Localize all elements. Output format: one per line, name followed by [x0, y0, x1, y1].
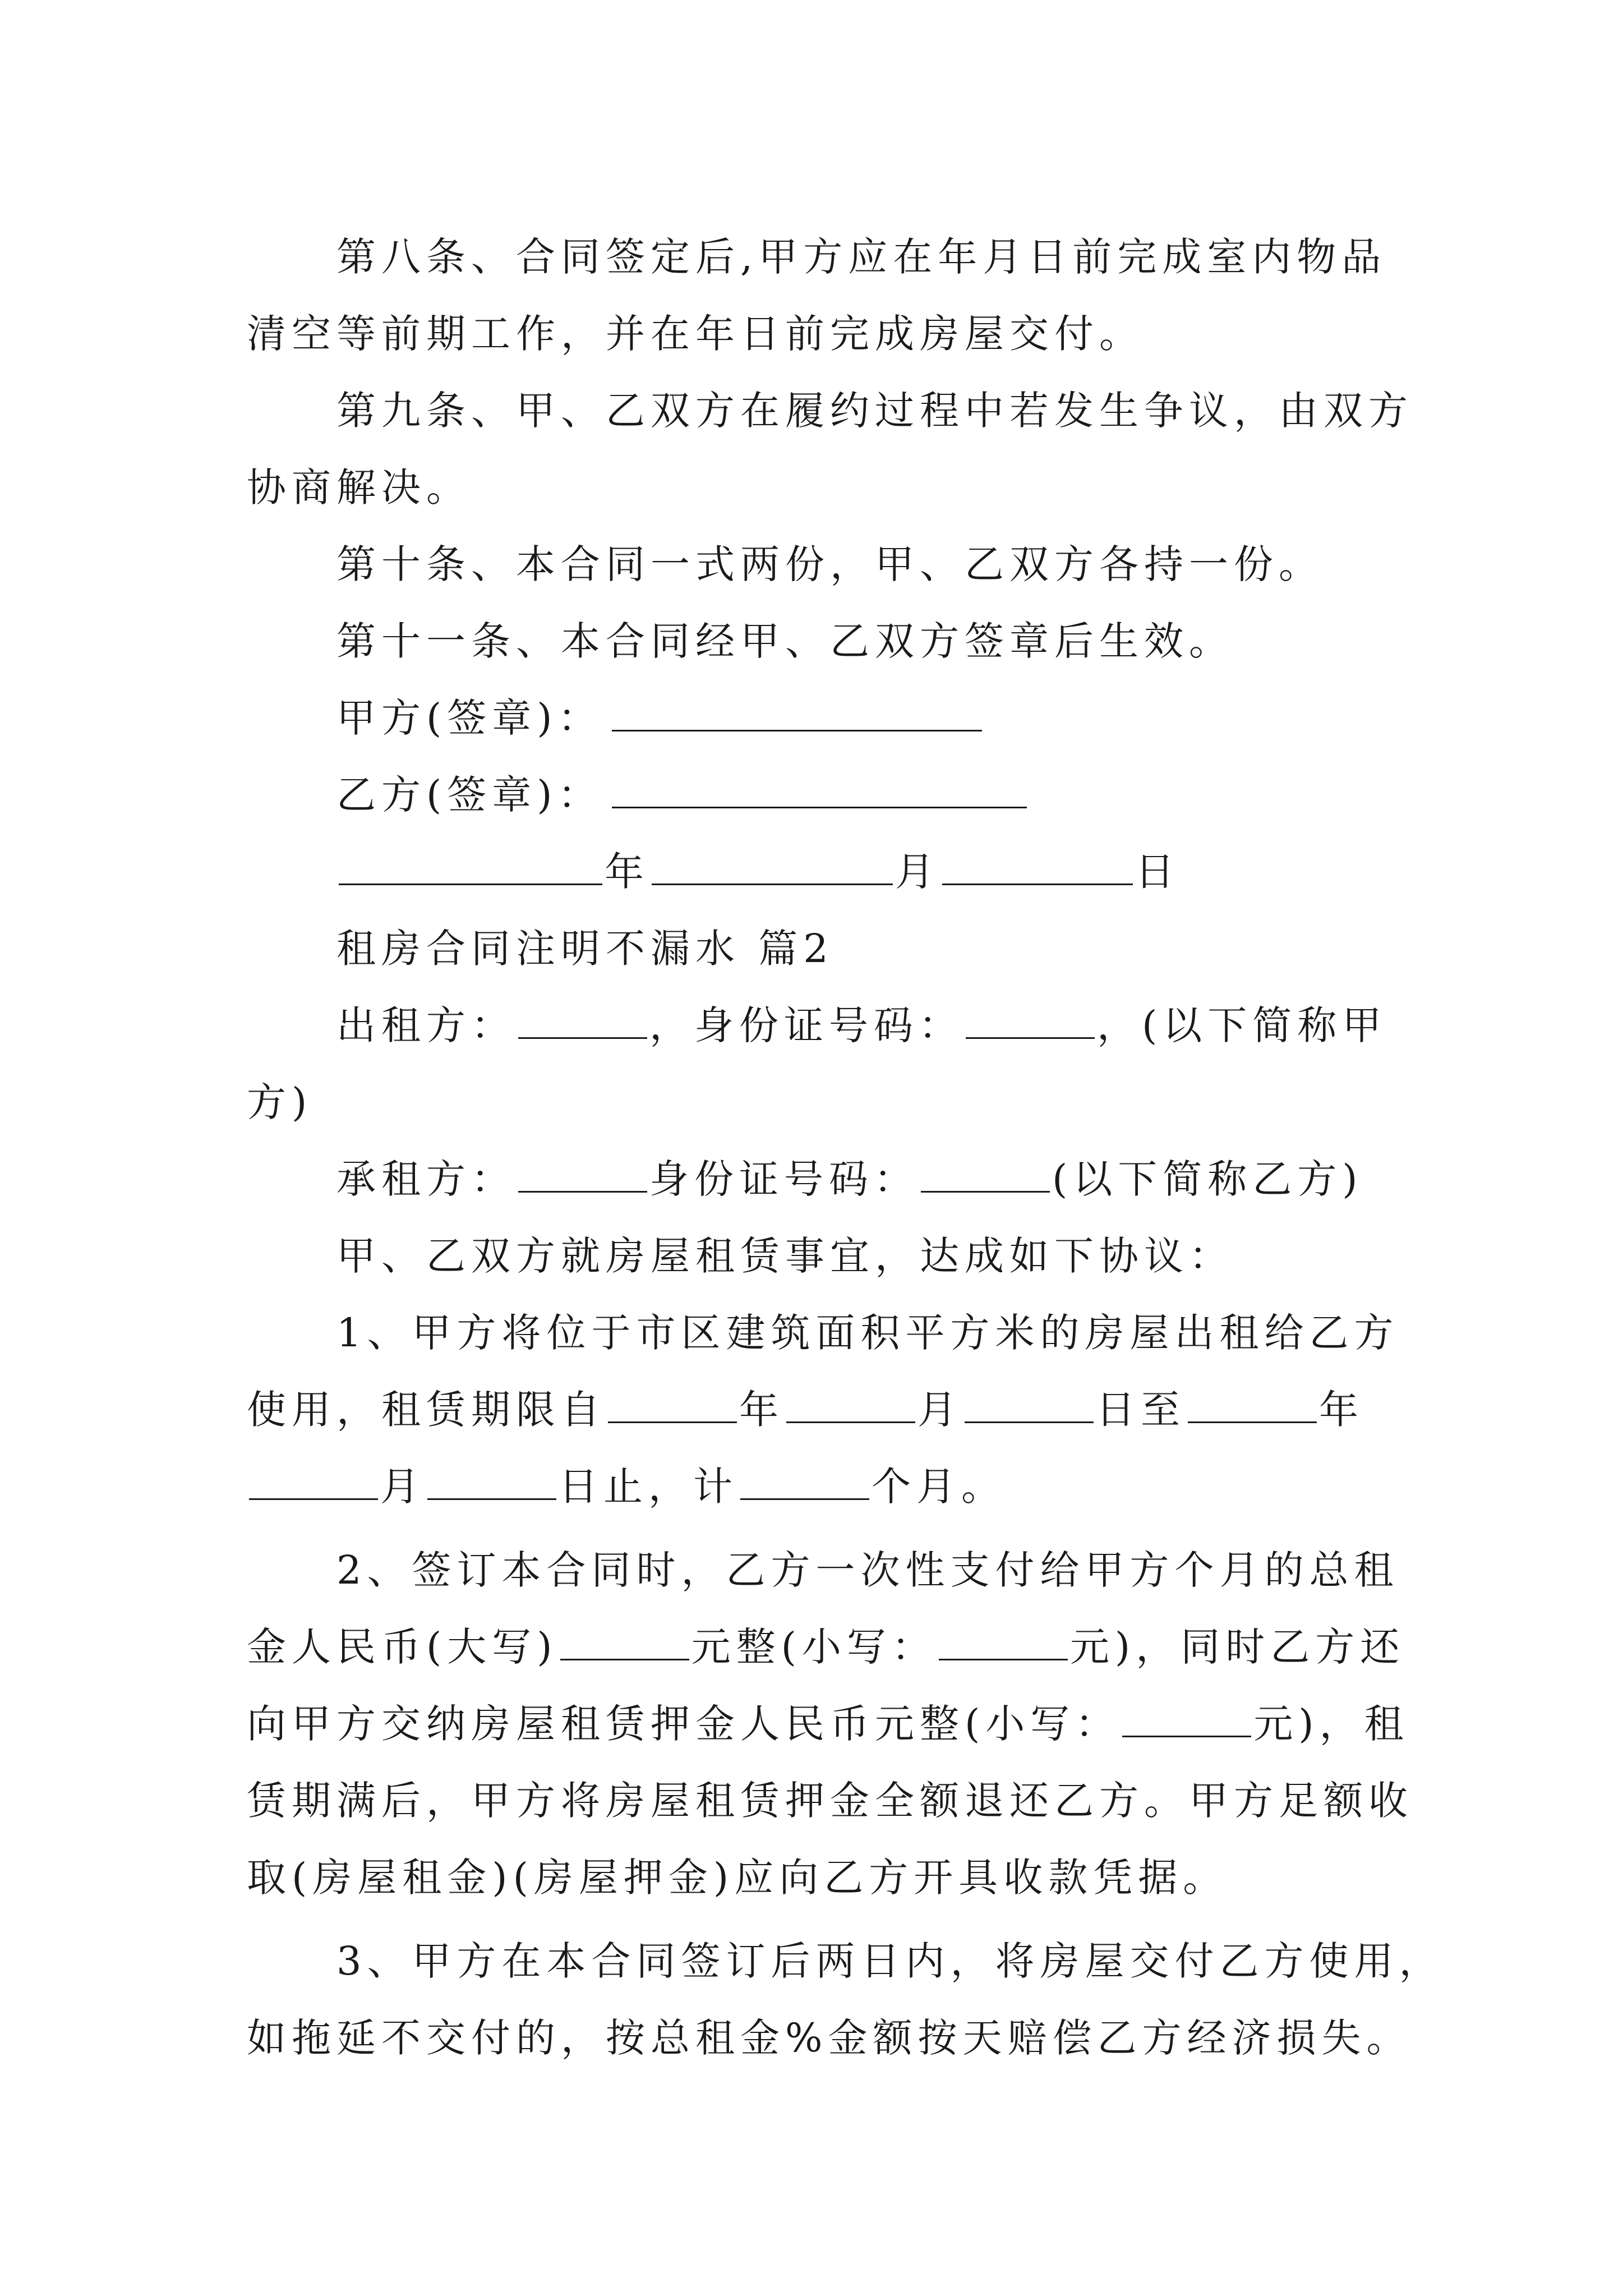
date-year-label: 年	[605, 849, 649, 895]
lease-months-blank	[740, 1461, 869, 1500]
clause-1-text: 年	[739, 1387, 784, 1433]
lessor-name-blank	[518, 1000, 647, 1039]
date-year-blank	[339, 846, 602, 885]
clause-1-text: 使用，租赁期限自	[247, 1387, 606, 1433]
lease-start-day-blank	[965, 1384, 1094, 1423]
clause-2-text: 元)，租	[1253, 1701, 1409, 1747]
clause-1-text: 年	[1319, 1387, 1364, 1433]
clause-2-line-3	[247, 1686, 1409, 1763]
lessee-line	[247, 1141, 1391, 1218]
clause-3-line-1: 3、甲方在本合同签订后两日内，将房屋交付乙方使用，	[336, 1938, 1444, 1984]
date-month-blank	[652, 846, 893, 885]
lessor-id-blank	[966, 1000, 1095, 1039]
clause-1-text: 日至	[1096, 1387, 1186, 1433]
lessor-line	[247, 987, 1391, 1064]
date-day-label: 日	[1135, 849, 1180, 895]
lease-start-year-blank	[608, 1384, 737, 1423]
clause-2-line-1: 2、签订本合同时，乙方一次性支付给甲方个月的总租	[336, 1547, 1399, 1593]
agreement-intro: 甲、乙双方就房屋租赁事宜，达成如下协议：	[336, 1233, 1234, 1279]
clause-1-line-1: 1、甲方将位于市区建筑面积平方米的房屋出租给乙方	[336, 1310, 1399, 1356]
lessee-id-label: 身份证号码：	[649, 1156, 919, 1202]
date-month-label: 月	[895, 849, 940, 895]
section-title: 租房合同注明不漏水 篇2	[336, 926, 834, 972]
party-b-signature-label: 乙方(签章)：	[336, 772, 603, 818]
rent-lowercase-blank	[939, 1622, 1068, 1660]
clause-1-text: 月	[917, 1387, 962, 1433]
lessor-suffix: ，(以下简称甲	[1097, 1002, 1387, 1048]
lease-end-year-blank	[1188, 1384, 1317, 1423]
clause-2-text: 向甲方交纳房屋租赁押金人民币元整(小写：	[247, 1701, 1121, 1747]
article-10: 第十条、本合同一式两份，甲、乙双方各持一份。	[336, 541, 1324, 587]
party-a-signature-line	[247, 680, 1391, 757]
article-8-line-2: 清空等前期工作，并在年日前完成房屋交付。	[247, 311, 1144, 357]
clause-2-line-4: 赁期满后，甲方将房屋租赁押金全额退还乙方。甲方足额收	[247, 1778, 1413, 1824]
clause-2-text: 元整(小写：	[691, 1624, 937, 1670]
party-a-signature-label: 甲方(签章)：	[336, 695, 603, 741]
deposit-lowercase-blank	[1122, 1699, 1251, 1737]
lease-end-day-blank	[427, 1461, 556, 1500]
article-11: 第十一条、本合同经甲、乙双方签章后生效。	[336, 618, 1234, 664]
article-9-line-2: 协商解决。	[247, 464, 471, 510]
clause-2-line-2	[247, 1609, 1405, 1686]
clause-1-text: 日止，计	[559, 1464, 738, 1510]
party-b-signature-blank	[612, 770, 1027, 808]
clause-1-line-3	[247, 1448, 1391, 1525]
signature-date-line	[247, 834, 1391, 910]
clause-1-text: 个月。	[872, 1464, 1006, 1510]
rent-uppercase-blank	[560, 1622, 689, 1660]
lessee-name-blank	[518, 1154, 647, 1193]
document-page	[247, 219, 1444, 2077]
clause-1-text: 月	[380, 1464, 425, 1510]
clause-2-text: 金人民币(大写)	[247, 1624, 558, 1670]
date-day-blank	[942, 846, 1133, 885]
clause-2-text: 元)，同时乙方还	[1069, 1624, 1405, 1670]
article-9-line-1: 第九条、甲、乙双方在履约过程中若发生争议，由双方	[336, 388, 1413, 434]
lessee-label: 承租方：	[336, 1156, 516, 1202]
clause-2-line-5: 取(房屋租金)(房屋押金)应向乙方开具收款凭据。	[247, 1855, 1228, 1901]
lessor-label: 出租方：	[336, 1002, 516, 1048]
clause-3-line-2: 如拖延不交付的，按总租金%金额按天赔偿乙方经济损失。	[247, 2015, 1412, 2061]
lessee-id-blank	[921, 1154, 1050, 1193]
article-8-line-1: 第八条、合同签定后,甲方应在年月日前完成室内物品	[336, 234, 1387, 280]
lease-end-month-blank	[249, 1461, 378, 1500]
party-b-signature-line	[247, 757, 1391, 834]
lessor-id-label: ，身份证号码：	[649, 1002, 963, 1048]
party-a-signature-blank	[612, 693, 982, 731]
lessor-suffix-line-2: 方)	[247, 1079, 313, 1125]
lessee-suffix: (以下简称乙方)	[1052, 1156, 1363, 1202]
lease-start-month-blank	[786, 1384, 915, 1423]
clause-1-line-2	[247, 1372, 1391, 1448]
